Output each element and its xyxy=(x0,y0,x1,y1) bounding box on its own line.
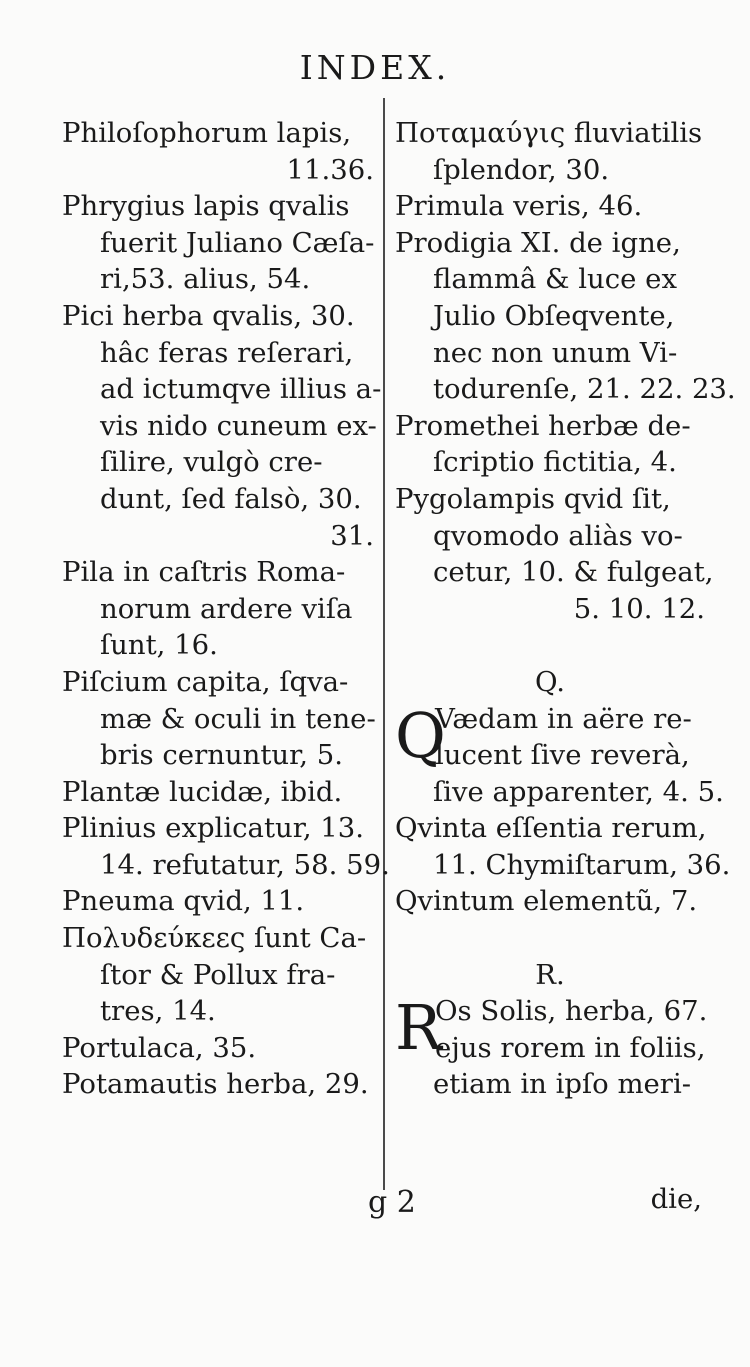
index-entry: Prodigia XI. de igne, xyxy=(395,226,681,259)
index-entry-continuation: dunt, ſed falsò, 30. xyxy=(100,482,362,515)
index-entry-continuation: cetur, 10. & fulgeat, xyxy=(433,556,714,589)
index-entry-continuation: norum ardere viſa xyxy=(100,592,353,625)
index-entry-continuation: mæ & oculi in tene- xyxy=(100,702,376,735)
index-entry: Plantæ lucidæ, ibid. xyxy=(62,775,343,808)
index-entry-continuation: ad ictumqve illius a- xyxy=(100,373,382,406)
index-entry: Portulaca, 35. xyxy=(62,1031,257,1064)
index-entry-continuation: ſplendor, 30. xyxy=(433,153,610,186)
index-entry: Pneuma qvid, 11. xyxy=(62,885,305,918)
index-entry: Phrygius lapis qvalis xyxy=(62,190,350,223)
right-column xyxy=(395,115,736,1103)
signature-mark: g 2 xyxy=(368,1185,416,1220)
index-entry-continuation: etiam in ipſo meri- xyxy=(433,1068,692,1101)
index-entry: Πολυδεύκεες ſunt Ca- xyxy=(62,922,367,955)
index-entry-continuation: Vædam in aëre re- xyxy=(435,702,692,735)
index-entry-continuation: nec non unum Vi- xyxy=(433,336,678,369)
index-entry: Ποταμαύγις fluviatilis xyxy=(395,117,703,149)
index-entry-continuation: 11. Chymiſtarum, 36. xyxy=(433,848,731,881)
index-entry-continuation: todurenſe, 21. 22. 23. xyxy=(433,373,736,406)
index-entry: Plinius explicatur, 13. xyxy=(62,812,365,845)
index-entry-continuation: bris cernuntur, 5. xyxy=(100,739,343,772)
index-entry: Pici herba qvalis, 30. xyxy=(62,299,355,332)
index-entry-continuation: flammâ & luce ex xyxy=(433,263,677,296)
index-entry-continuation: fuerit Juliano Cæſa- xyxy=(100,226,375,259)
index-entry-continuation: tres, 14. xyxy=(100,995,216,1028)
section-letter: Q. xyxy=(535,665,565,698)
index-entry: Piſcium capita, ſqva- xyxy=(62,665,349,698)
index-entry-continuation: ſilire, vulgò cre- xyxy=(100,446,323,479)
blank-line xyxy=(395,920,705,957)
index-entry-continuation: ejus rorem in foliis, xyxy=(435,1031,706,1064)
index-entry: Pygolampis qvid ſit, xyxy=(395,482,671,515)
index-entry-continuation: vis nido cuneum ex- xyxy=(100,409,377,442)
index-entry-continuation: ſunt, 16. xyxy=(100,629,218,662)
index-entry-continuation: 31. xyxy=(330,519,374,552)
catchword: die, xyxy=(650,1183,702,1215)
blank-line xyxy=(395,627,705,664)
index-entry: Potamautis herba, 29. xyxy=(62,1068,369,1101)
page-header: INDEX. xyxy=(299,48,451,87)
index-entry-continuation: ri,53. alius, 54. xyxy=(100,263,311,296)
section-letter: R. xyxy=(535,958,565,991)
index-entry: Pila in caſtris Roma- xyxy=(62,556,346,589)
drop-capital: Q xyxy=(395,698,446,772)
index-entry-continuation: 14. refutatur, 58. 59. xyxy=(100,848,390,881)
index-entry-continuation: 11.36. xyxy=(286,153,374,186)
column-rule xyxy=(383,98,385,1190)
index-entry-continuation: lucent ſive reverà, xyxy=(435,739,690,772)
index-entry-continuation: ſcriptio fictitia, 4. xyxy=(433,446,677,479)
index-entry: Promethei herbæ de- xyxy=(395,409,691,442)
index-entry: Primula veris, 46. xyxy=(395,190,643,223)
index-entry-continuation: 5. 10. 12. xyxy=(573,592,705,625)
index-entry-continuation: Julio Obſeqvente, xyxy=(433,299,675,332)
drop-capital: R xyxy=(395,991,442,1065)
index-entry-continuation: qvomodo aliàs vo- xyxy=(433,519,683,552)
index-entry: Qvintum elementũ, 7. xyxy=(395,885,698,918)
left-column xyxy=(62,115,390,1103)
index-entry: Philoſophorum lapis, xyxy=(62,117,352,149)
index-entry-continuation: ſive apparenter, 4. 5. xyxy=(433,775,724,808)
index-entry-continuation: ſtor & Pollux fra- xyxy=(100,958,336,991)
index-entry-continuation: Os Solis, herba, 67. xyxy=(435,995,708,1028)
index-entry-continuation: hâc feras reſerari, xyxy=(100,336,354,369)
index-entry: Qvinta eſſentia rerum, xyxy=(395,812,707,845)
